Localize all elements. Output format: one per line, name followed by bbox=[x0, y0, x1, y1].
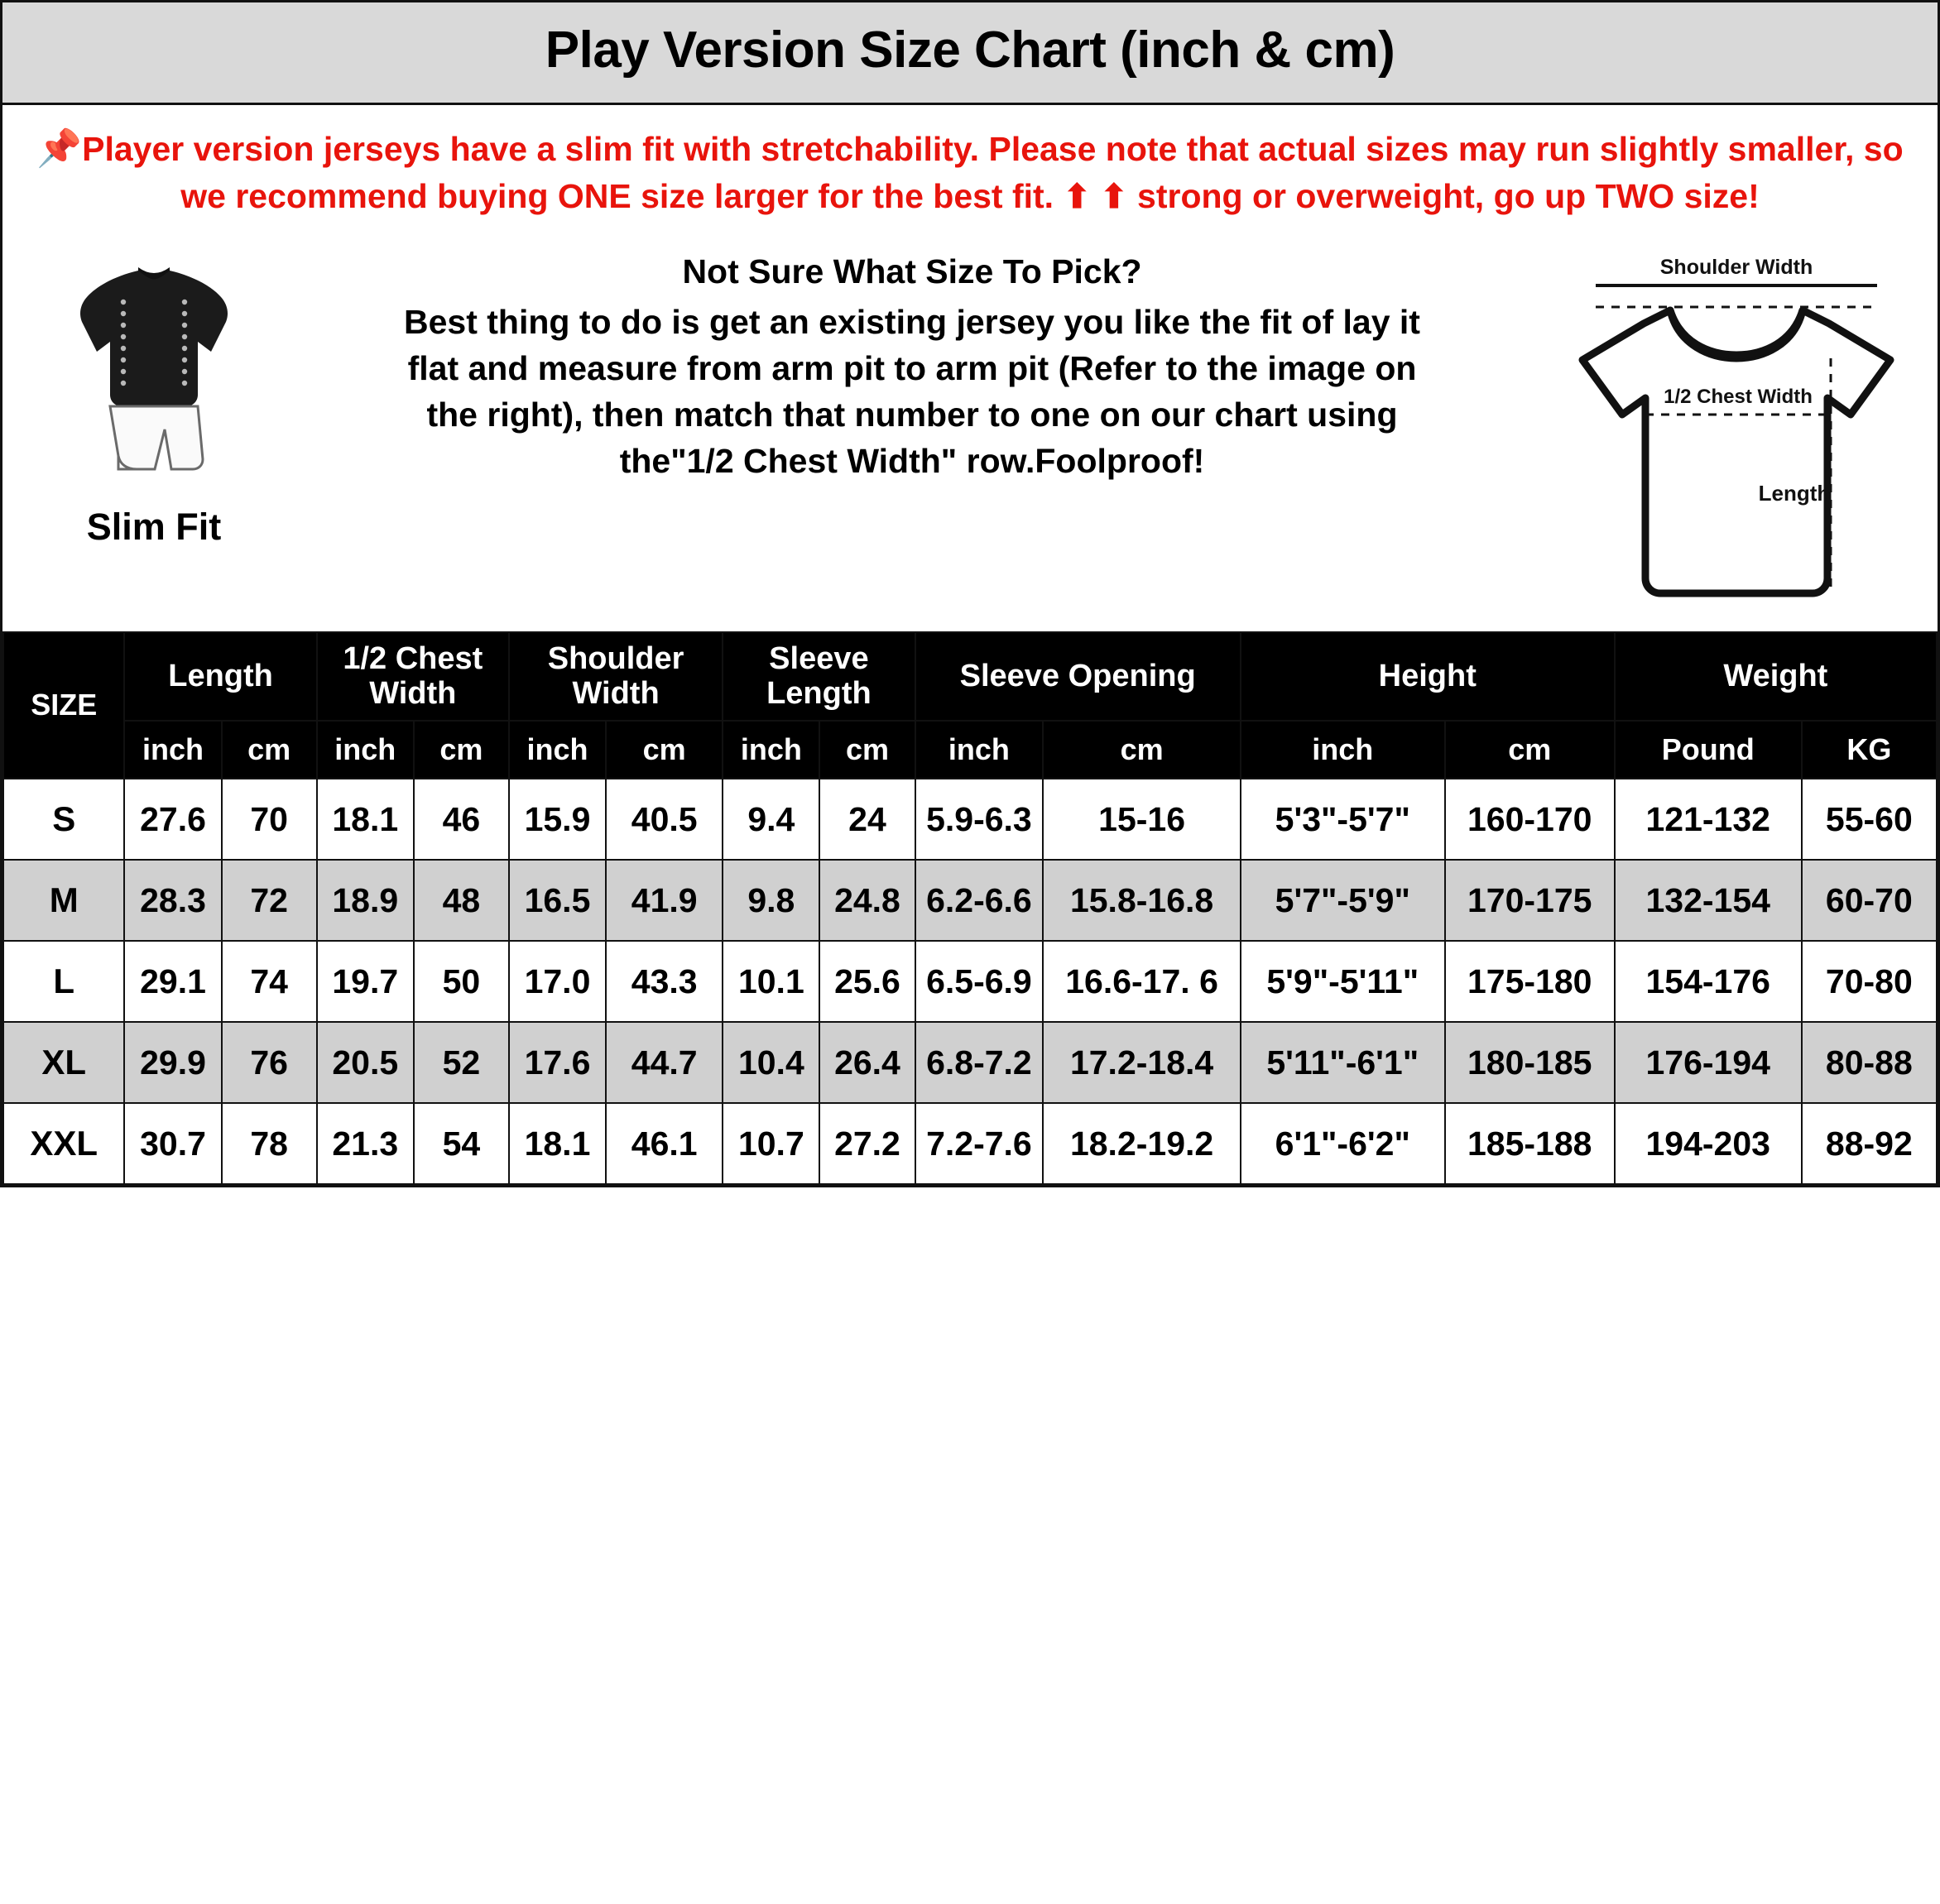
cell-sleeve-inch: 10.1 bbox=[723, 941, 819, 1022]
cell-length-cm: 72 bbox=[222, 860, 317, 941]
row-size: S bbox=[3, 779, 124, 860]
cell-opening-inch: 6.5-6.9 bbox=[915, 941, 1044, 1022]
cell-sleeve-inch: 9.8 bbox=[723, 860, 819, 941]
table-row bbox=[3, 941, 1937, 1022]
cell-chest-cm: 50 bbox=[414, 941, 509, 1022]
cell-weight-kg: 88-92 bbox=[1802, 1103, 1937, 1184]
cell-shoulder-cm: 43.3 bbox=[606, 941, 723, 1022]
cell-height-cm: 185-188 bbox=[1445, 1103, 1615, 1184]
col-header-sleeve-opening: Sleeve Opening bbox=[915, 632, 1241, 721]
row-size: XXL bbox=[3, 1103, 124, 1184]
table-row bbox=[3, 860, 1937, 941]
notice-line-1: Player version jerseys have a slim fit with stretchability. Please note that actual sizes may run bbox=[82, 130, 1591, 168]
unit-height-inch: inch bbox=[1241, 721, 1445, 779]
svg-text:Shoulder Width: Shoulder Width bbox=[1659, 255, 1813, 279]
col-header-weight: Weight bbox=[1615, 632, 1937, 721]
unit-chest-cm: cm bbox=[414, 721, 509, 779]
row-size: M bbox=[3, 860, 124, 941]
cell-length-inch: 30.7 bbox=[124, 1103, 221, 1184]
cell-sleeve-cm: 25.6 bbox=[819, 941, 915, 1022]
unit-opening-inch: inch bbox=[915, 721, 1044, 779]
chart-title-bar bbox=[2, 2, 1938, 105]
unit-weight-kg: KG bbox=[1802, 721, 1937, 779]
cell-length-inch: 29.9 bbox=[124, 1022, 221, 1103]
col-header-length: Length bbox=[124, 632, 316, 721]
col-header-sleeve-length: Sleeve Length bbox=[723, 632, 915, 721]
cell-chest-inch: 18.9 bbox=[317, 860, 414, 941]
cell-height-cm: 175-180 bbox=[1445, 941, 1615, 1022]
table-body bbox=[3, 779, 1937, 1184]
cell-weight-pound: 176-194 bbox=[1615, 1022, 1802, 1103]
cell-shoulder-inch: 15.9 bbox=[509, 779, 606, 860]
svg-text:Length: Length bbox=[1758, 480, 1831, 506]
cell-chest-cm: 46 bbox=[414, 779, 509, 860]
col-header-half-chest: 1/2 Chest Width bbox=[317, 632, 509, 721]
unit-opening-cm: cm bbox=[1043, 721, 1241, 779]
col-header-height: Height bbox=[1241, 632, 1615, 721]
cell-weight-kg: 70-80 bbox=[1802, 941, 1937, 1022]
unit-sleeve-inch: inch bbox=[723, 721, 819, 779]
notice-line-3: strong or overweight, bbox=[1137, 176, 1485, 215]
info-band bbox=[2, 224, 1938, 631]
cell-opening-cm: 18.2-19.2 bbox=[1043, 1103, 1241, 1184]
cell-sleeve-cm: 24.8 bbox=[819, 860, 915, 941]
cell-height-inch: 5'9"-5'11" bbox=[1241, 941, 1445, 1022]
advice-line-4: the"1/2 Chest Width" row.Foolproof! bbox=[619, 441, 1205, 480]
cell-weight-pound: 154-176 bbox=[1615, 941, 1802, 1022]
cell-shoulder-cm: 40.5 bbox=[606, 779, 723, 860]
tshirt-diagram bbox=[1534, 237, 1923, 616]
unit-shoulder-inch: inch bbox=[509, 721, 606, 779]
unit-shoulder-cm: cm bbox=[606, 721, 723, 779]
cell-length-inch: 27.6 bbox=[124, 779, 221, 860]
unit-chest-inch: inch bbox=[317, 721, 414, 779]
table-row bbox=[3, 779, 1937, 860]
col-header-shoulder: Shoulder Width bbox=[509, 632, 723, 721]
cell-shoulder-cm: 44.7 bbox=[606, 1022, 723, 1103]
cell-opening-cm: 15.8-16.8 bbox=[1043, 860, 1241, 941]
cell-length-cm: 74 bbox=[222, 941, 317, 1022]
advice-line-1: Best thing to do is get an existing jersey you like the fit of lay it bbox=[404, 303, 1420, 342]
cell-sleeve-inch: 10.7 bbox=[723, 1103, 819, 1184]
cell-weight-kg: 55-60 bbox=[1802, 779, 1937, 860]
unit-length-cm: cm bbox=[222, 721, 317, 779]
notice-line-4: go up TWO size! bbox=[1493, 176, 1760, 215]
slim-fit-label: Slim Fit bbox=[86, 505, 222, 548]
table-row bbox=[3, 1022, 1937, 1103]
unit-weight-pound: Pound bbox=[1615, 721, 1802, 779]
advice-line-2: flat and measure from arm pit to arm pit (Refer to the image on bbox=[407, 349, 1417, 388]
cell-sleeve-cm: 26.4 bbox=[819, 1022, 915, 1103]
cell-height-inch: 5'3"-5'7" bbox=[1241, 779, 1445, 860]
cell-shoulder-inch: 17.6 bbox=[509, 1022, 606, 1103]
svg-text:1/2 Chest Width: 1/2 Chest Width bbox=[1664, 385, 1813, 408]
cell-height-cm: 160-170 bbox=[1445, 779, 1615, 860]
cell-sleeve-cm: 27.2 bbox=[819, 1103, 915, 1184]
cell-chest-cm: 52 bbox=[414, 1022, 509, 1103]
table-row bbox=[3, 1103, 1937, 1184]
notice-line-2: slightly smaller, so we recommend buying ONE size larger for the best fit. bbox=[180, 130, 1904, 215]
sizing-advice bbox=[299, 237, 1525, 485]
cell-chest-inch: 18.1 bbox=[317, 779, 414, 860]
cell-opening-cm: 15-16 bbox=[1043, 779, 1241, 860]
cell-length-cm: 78 bbox=[222, 1103, 317, 1184]
cell-height-inch: 5'7"-5'9" bbox=[1241, 860, 1445, 941]
slim-fit-block bbox=[17, 237, 291, 549]
unit-length-inch: inch bbox=[124, 721, 221, 779]
cell-shoulder-inch: 16.5 bbox=[509, 860, 606, 941]
cell-height-cm: 180-185 bbox=[1445, 1022, 1615, 1103]
cell-shoulder-cm: 46.1 bbox=[606, 1103, 723, 1184]
up-arrows-icon: ⬆ ⬆ bbox=[1063, 178, 1128, 215]
cell-opening-cm: 17.2-18.4 bbox=[1043, 1022, 1241, 1103]
table-header bbox=[3, 632, 1937, 779]
row-size: XL bbox=[3, 1022, 124, 1103]
cell-shoulder-inch: 17.0 bbox=[509, 941, 606, 1022]
notice-text bbox=[2, 105, 1938, 224]
cell-sleeve-cm: 24 bbox=[819, 779, 915, 860]
cell-length-cm: 70 bbox=[222, 779, 317, 860]
cell-weight-kg: 80-88 bbox=[1802, 1022, 1937, 1103]
cell-opening-inch: 6.8-7.2 bbox=[915, 1022, 1044, 1103]
col-header-size: SIZE bbox=[3, 632, 124, 779]
cell-weight-pound: 194-203 bbox=[1615, 1103, 1802, 1184]
pushpin-icon: 📌 bbox=[36, 128, 83, 169]
unit-sleeve-cm: cm bbox=[819, 721, 915, 779]
cell-weight-kg: 60-70 bbox=[1802, 860, 1937, 941]
cell-opening-cm: 16.6-17. 6 bbox=[1043, 941, 1241, 1022]
cell-chest-cm: 54 bbox=[414, 1103, 509, 1184]
cell-chest-inch: 20.5 bbox=[317, 1022, 414, 1103]
cell-opening-inch: 6.2-6.6 bbox=[915, 860, 1044, 941]
table-header-groups bbox=[3, 632, 1937, 721]
cell-sleeve-inch: 9.4 bbox=[723, 779, 819, 860]
cell-opening-inch: 5.9-6.3 bbox=[915, 779, 1044, 860]
cell-chest-cm: 48 bbox=[414, 860, 509, 941]
row-size: L bbox=[3, 941, 124, 1022]
cell-chest-inch: 19.7 bbox=[317, 941, 414, 1022]
cell-length-cm: 76 bbox=[222, 1022, 317, 1103]
cell-weight-pound: 121-132 bbox=[1615, 779, 1802, 860]
cell-opening-inch: 7.2-7.6 bbox=[915, 1103, 1044, 1184]
cell-chest-inch: 21.3 bbox=[317, 1103, 414, 1184]
cell-sleeve-inch: 10.4 bbox=[723, 1022, 819, 1103]
cell-length-inch: 29.1 bbox=[124, 941, 221, 1022]
cell-shoulder-inch: 18.1 bbox=[509, 1103, 606, 1184]
cell-height-inch: 6'1"-6'2" bbox=[1241, 1103, 1445, 1184]
unit-height-cm: cm bbox=[1445, 721, 1615, 779]
cell-length-inch: 28.3 bbox=[124, 860, 221, 941]
slim-fit-body-icon bbox=[17, 252, 291, 501]
cell-height-inch: 5'11"-6'1" bbox=[1241, 1022, 1445, 1103]
advice-line-3: the right), then match that number to one on our chart using bbox=[426, 395, 1398, 434]
tshirt-measure-icon bbox=[1546, 252, 1910, 616]
cell-shoulder-cm: 41.9 bbox=[606, 860, 723, 941]
table-header-units bbox=[3, 721, 1937, 779]
page-title: Play Version Size Chart (inch & cm) bbox=[545, 22, 1395, 79]
cell-height-cm: 170-175 bbox=[1445, 860, 1615, 941]
cell-weight-pound: 132-154 bbox=[1615, 860, 1802, 941]
size-table bbox=[2, 631, 1938, 1185]
advice-heading: Not Sure What Size To Pick? bbox=[682, 252, 1142, 290]
